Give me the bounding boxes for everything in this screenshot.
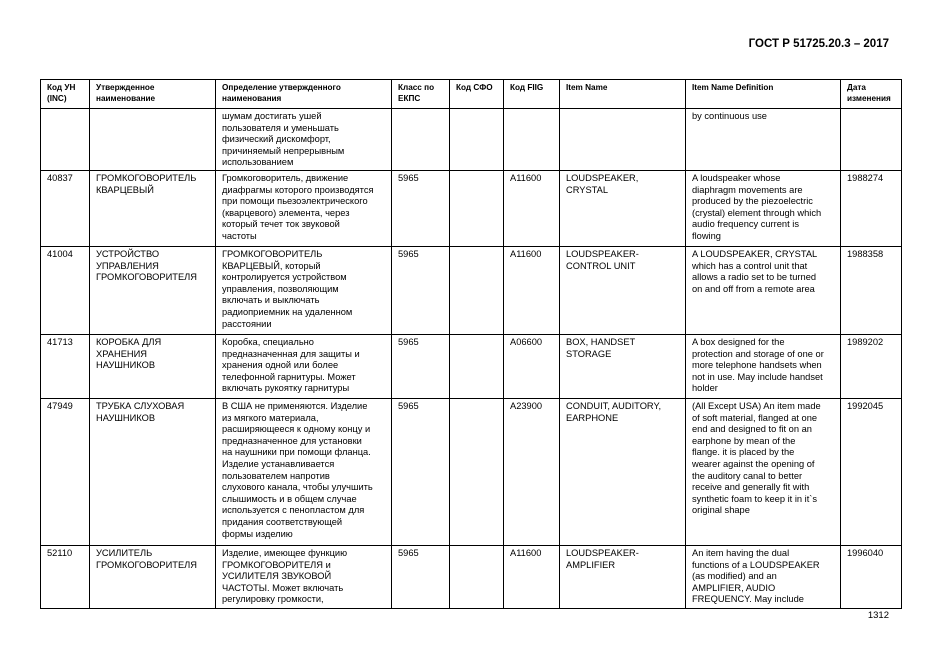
cell-inc — [41, 109, 90, 171]
cell-date: 1988274 — [841, 170, 902, 246]
cell-item-definition: A LOUDSPEAKER, CRYSTAL which has a control unit that allows a radio set to be turned on and off from a remote area — [686, 246, 841, 334]
cell-item-definition: An item having the dual functions of a LOUDSPEAKER (as modified) and an AMPLIFIER, AUDIO FREQUENCY. May include — [686, 545, 841, 608]
cell-item-name: BOX, HANDSET STORAGE — [560, 334, 686, 398]
cell-name: ТРУБКА СЛУХОВАЯ НАУШНИКОВ — [90, 398, 216, 545]
cell-item-definition: A box designed for the protection and storage of one or more telephone handsets when not in use. May include handset holder — [686, 334, 841, 398]
table-row — [41, 545, 902, 608]
cell-fiig: A23900 — [504, 398, 560, 545]
header-fiig-code: Код FIIG — [504, 80, 560, 109]
cell-item-definition: A loudspeaker whose diaphragm movements are produced by the piezoelectric (crystal) element through which audio frequency current is flowing — [686, 170, 841, 246]
cell-class: 5965 — [392, 246, 450, 334]
cell-sfo — [450, 398, 504, 545]
cell-item-name — [560, 109, 686, 171]
cell-inc: 52110 — [41, 545, 90, 608]
cell-date: 1989202 — [841, 334, 902, 398]
cell-fiig: A06600 — [504, 334, 560, 398]
cell-definition: Громкоговоритель, движение диафрагмы которого производятся при помощи пьезоэлектрического (кварцевого) элемента, через который течет ток звуковой частоты — [216, 170, 392, 246]
cell-definition: Изделие, имеющее функцию ГРОМКОГОВОРИТЕЛЯ и УСИЛИТЕЛЯ ЗВУКОВОЙ ЧАСТОТЫ. Может включать регулировку громкости, — [216, 545, 392, 608]
cell-class: 5965 — [392, 170, 450, 246]
header-ekps-class: Класс по ЕКПС — [392, 80, 450, 109]
header-inc-code: Код УН (INC) — [41, 80, 90, 109]
header-change-date: Дата изменения — [841, 80, 902, 109]
cell-name: УСИЛИТЕЛЬ ГРОМКОГОВОРИТЕЛЯ — [90, 545, 216, 608]
header-approved-name: Утвержденное наименование — [90, 80, 216, 109]
cell-definition: шумам достигать ушей пользователя и уменьшать физический дискомфорт, причиняемый непрерывным использованием — [216, 109, 392, 171]
cell-date — [841, 109, 902, 171]
cell-fiig: A11600 — [504, 246, 560, 334]
cell-item-name: LOUDSPEAKER, CRYSTAL — [560, 170, 686, 246]
cell-class: 5965 — [392, 334, 450, 398]
cell-inc: 40837 — [41, 170, 90, 246]
cell-name — [90, 109, 216, 171]
cell-sfo — [450, 545, 504, 608]
table-row — [41, 170, 902, 246]
document-standard-code: ГОСТ Р 51725.20.3 – 2017 — [748, 38, 889, 50]
header-sfo-code: Код СФО — [450, 80, 504, 109]
cell-sfo — [450, 170, 504, 246]
cell-definition: ГРОМКОГОВОРИТЕЛЬ КВАРЦЕВЫЙ, который контролируется устройством управления, позволяющим включать и выключать радиоприемник на удаленном расстоянии — [216, 246, 392, 334]
cell-inc: 47949 — [41, 398, 90, 545]
cell-item-name: LOUDSPEAKER- AMPLIFIER — [560, 545, 686, 608]
header-item-name: Item Name — [560, 80, 686, 109]
page-number: 1312 — [867, 610, 889, 621]
cell-item-name: CONDUIT, AUDITORY, EARPHONE — [560, 398, 686, 545]
cell-sfo — [450, 246, 504, 334]
table-row — [41, 246, 902, 334]
item-name-registry-table — [40, 79, 902, 609]
table-row — [41, 109, 902, 171]
table-header-row — [41, 80, 902, 109]
table-row — [41, 398, 902, 545]
cell-class: 5965 — [392, 398, 450, 545]
header-item-name-definition: Item Name Definition — [686, 80, 841, 109]
cell-definition: Коробка, специально предназначенная для защиты и хранения одной или более телефонной гарнитуры. Может включать рукоятку гарнитуры — [216, 334, 392, 398]
cell-date: 1996040 — [841, 545, 902, 608]
cell-name: КОРОБКА ДЛЯ ХРАНЕНИЯ НАУШНИКОВ — [90, 334, 216, 398]
table-row — [41, 334, 902, 398]
cell-item-name: LOUDSPEAKER- CONTROL UNIT — [560, 246, 686, 334]
cell-sfo — [450, 109, 504, 171]
cell-fiig: A11600 — [504, 170, 560, 246]
header-approved-name-definition: Определение утвержденного наименования — [216, 80, 392, 109]
cell-name: ГРОМКОГОВОРИТЕЛЬ КВАРЦЕВЫЙ — [90, 170, 216, 246]
cell-inc: 41004 — [41, 246, 90, 334]
cell-date: 1992045 — [841, 398, 902, 545]
cell-item-definition: (All Except USA) An item made of soft material, flanged at one end and designed to fit on an earphone by mean of the flange. it is placed by the wearer against the opening of the auditory canal to better receive and generally fit with synthetic foam to keep it in it`s original shape — [686, 398, 841, 545]
cell-item-definition: by continuous use — [686, 109, 841, 171]
cell-fiig: A11600 — [504, 545, 560, 608]
cell-name: УСТРОЙСТВО УПРАВЛЕНИЯ ГРОМКОГОВОРИТЕЛЯ — [90, 246, 216, 334]
cell-sfo — [450, 334, 504, 398]
cell-definition: В США не применяются. Изделие из мягкого материала, расширяющееся к одному концу и предназначенное для установки на наушники при помощи фланца. Изделие устанавливается пользователем напротив слухового канала, чтобы улучшить слышимость и в общем случае используется с пенопластом для придания соответствующей формы изделию — [216, 398, 392, 545]
cell-class: 5965 — [392, 545, 450, 608]
cell-inc: 41713 — [41, 334, 90, 398]
cell-date: 1988358 — [841, 246, 902, 334]
cell-fiig — [504, 109, 560, 171]
cell-class — [392, 109, 450, 171]
